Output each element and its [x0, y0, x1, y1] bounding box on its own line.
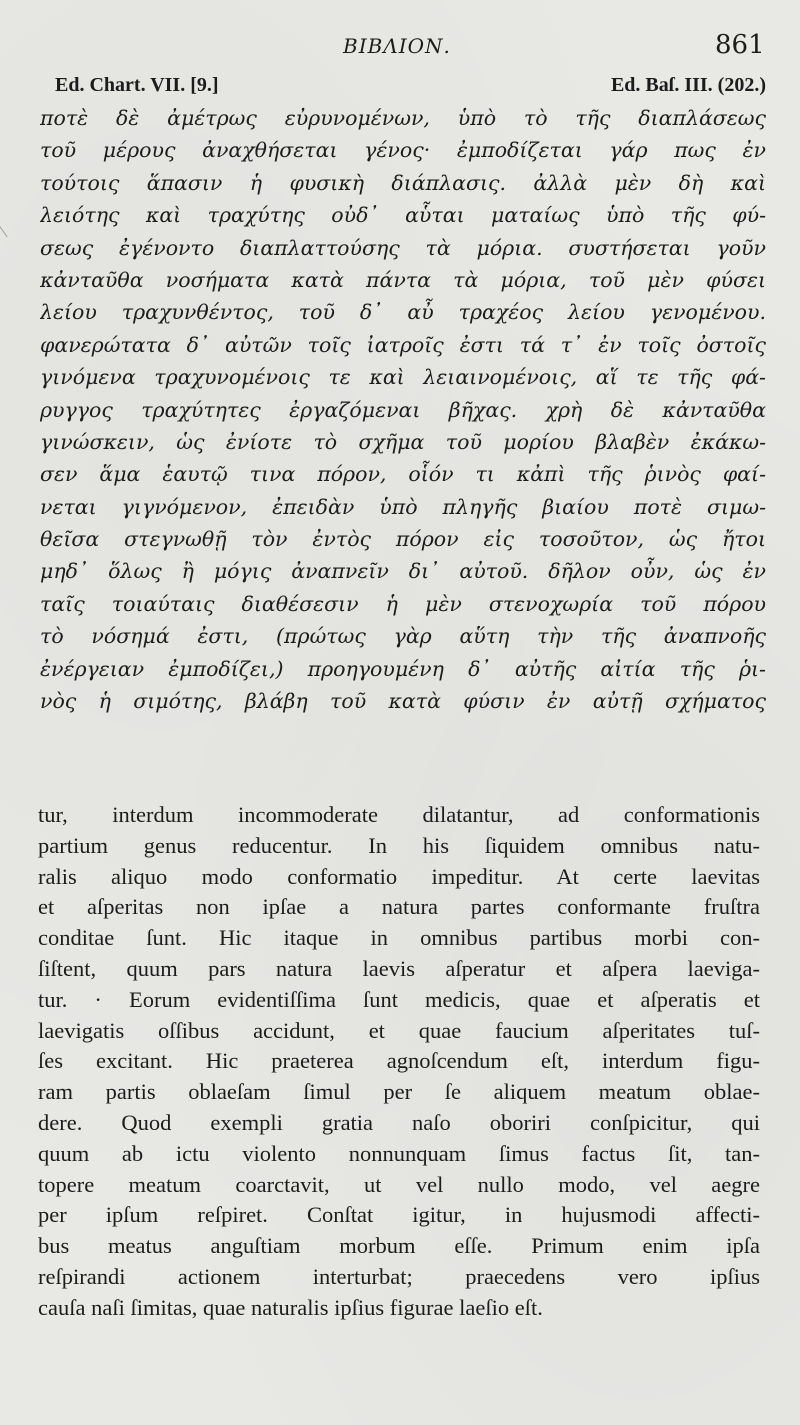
greek-text-line: ἐνέργειαν ἐμποδίζει,) προηγουμένη δ᾽ αὐτῆς αἰτία τῆς ῥι-: [40, 656, 766, 681]
margin-mark: [0, 221, 14, 238]
page-number: 861: [715, 30, 765, 60]
greek-text-line: φανερώτατα δ᾽ αὐτῶν τοῖς ἰατροῖς ἐστι τά τ᾽ ἐν τοῖς ὀστοῖς: [40, 332, 766, 357]
latin-text-line: bus meatus anguſtiam morbum eſſe. Primum enim ipſa: [38, 1233, 760, 1259]
latin-text-line: ralis aliquo modo conformatio impeditur. At certe laevitas: [38, 863, 760, 889]
greek-text-line: τὸ νόσημά ἐστι, (πρώτως γὰρ αὕτη τὴν τῆς ἀναπνοῆς: [40, 624, 766, 649]
latin-text-line: per ipſum reſpiret. Conſtat igitur, in hujusmodi affecti-: [38, 1202, 760, 1228]
greek-text-line: ρυγγος τραχύτητες ἐργαζόμεναι βῆχας. χρὴ δὲ κἀνταῦθα: [40, 397, 766, 422]
latin-text-line: partium genus reducentur. In his ſiquidem omnibus natu-: [38, 832, 760, 858]
latin-text-line: dere. Quod exempli gratia naſo oboriri conſpicitur, qui: [38, 1109, 760, 1135]
latin-text-line: conditae ſunt. Hic itaque in omnibus partibus morbi con-: [38, 925, 760, 951]
latin-text-block: [38, 800, 760, 1324]
edition-reference-basel: Ed. Baſ. III. (202.): [610, 74, 766, 96]
latin-text-line: et aſperitas non ipſae a natura partes conformante fruſtra: [38, 894, 760, 920]
latin-text-line: ſiſtent, quum pars natura laevis aſperatur et aſpera laeviga-: [38, 955, 760, 981]
latin-text-line: reſpirandi actionem interturbat; praecedens vero ipſius: [38, 1263, 760, 1289]
greek-text-line: νεται γιγνόμενον, ἐπειδὰν ὑπὸ πληγῆς βιαίου ποτὲ σιμω-: [40, 494, 766, 519]
latin-text-line: tur. · Eorum evidentiſſima ſunt medicis, quae et aſperatis et: [38, 986, 760, 1012]
greek-text-line: μηδ᾽ ὅλως ἢ μόγις ἀναπνεῖν δι᾽ αὐτοῦ. δῆλον οὖν, ὡς ἐν: [40, 559, 766, 584]
greek-text-line: τούτοις ἅπασιν ἡ φυσικὴ διάπλασις. ἀλλὰ μὲν δὴ καὶ: [40, 170, 766, 195]
latin-text-line: ram partis oblaeſam ſimul per ſe aliquem meatum oblae-: [38, 1079, 760, 1105]
latin-text-line: tur, interdum incommoderate dilatantur, ad conformationis: [38, 802, 760, 827]
greek-text-line: τοῦ μέρους ἀναχθήσεται γένος· ἐμποδίζεται γάρ πως ἐν: [40, 138, 766, 163]
latin-text-line: ſes excitant. Hic praeterea agnoſcendum eſt, interdum figu-: [38, 1048, 760, 1074]
greek-text-line: σεν ἅμα ἑαυτῷ τινα πόρον, οἷόν τι κἀπὶ τῆς ῥινὸς φαί-: [40, 462, 766, 487]
latin-text-line: topere meatum coarctavit, ut vel nullo modo, vel aegre: [38, 1171, 760, 1197]
greek-text-line: νὸς ἡ σιμότης, βλάβη τοῦ κατὰ φύσιν ἐν αὐτῇ σχήματος: [40, 689, 766, 714]
greek-text-block: [40, 102, 766, 717]
running-title: BIBΛΙΟΝ.: [343, 34, 451, 58]
latin-text-line: quum ab ictu violento nonnunquam ſimus factus ſit, tan-: [38, 1140, 760, 1166]
greek-text-line: σεως ἐγένοντο διαπλαττούσης τὰ μόρια. συστήσεται γοῦν: [40, 235, 766, 260]
greek-text-line: λείου τραχυνθέντος, τοῦ δ᾽ αὖ τραχέος λείου γενομένου.: [40, 300, 766, 325]
latin-text-line: laevigatis oſſibus accidunt, et quae faucium aſperitates tuſ-: [38, 1017, 760, 1043]
greek-text-line: ταῖς τοιαύταις διαθέσεσιν ἡ μὲν στενοχωρία τοῦ πόρου: [40, 591, 766, 616]
greek-text-line: ποτὲ δὲ ἀμέτρως εὐρυνομένων, ὑπὸ τὸ τῆς διαπλάσεως: [40, 106, 766, 130]
greek-text-line: κἀνταῦθα νοσήματα κατὰ πάντα τὰ μόρια, τοῦ μὲν φύσει: [40, 267, 766, 292]
greek-text-line: γινώσκειν, ὡς ἐνίοτε τὸ σχῆμα τοῦ μορίου βλαβὲν ἐκάκω-: [40, 429, 766, 454]
greek-text-line: γινόμενα τραχυνομένοις τε καὶ λειαινομένοις, αἵ τε τῆς φά-: [40, 365, 766, 390]
greek-text-line: θεῖσα στεγνωθῇ τὸν ἐντὸς πόρον εἰς τοσοῦτον, ὡς ἤτοι: [40, 527, 766, 552]
edition-reference-line: [0, 74, 800, 100]
greek-text-line: λειότης καὶ τραχύτης οὐδ᾽ αὗται ματαίως ὑπὸ τῆς φύ-: [40, 203, 766, 228]
latin-text-line: cauſa naſi ſimitas, quae naturalis ipſius figurae laeſio eſt.: [38, 1294, 543, 1320]
edition-reference-chart: Ed. Chart. VII. [9.]: [55, 74, 219, 96]
running-head: [0, 30, 800, 62]
